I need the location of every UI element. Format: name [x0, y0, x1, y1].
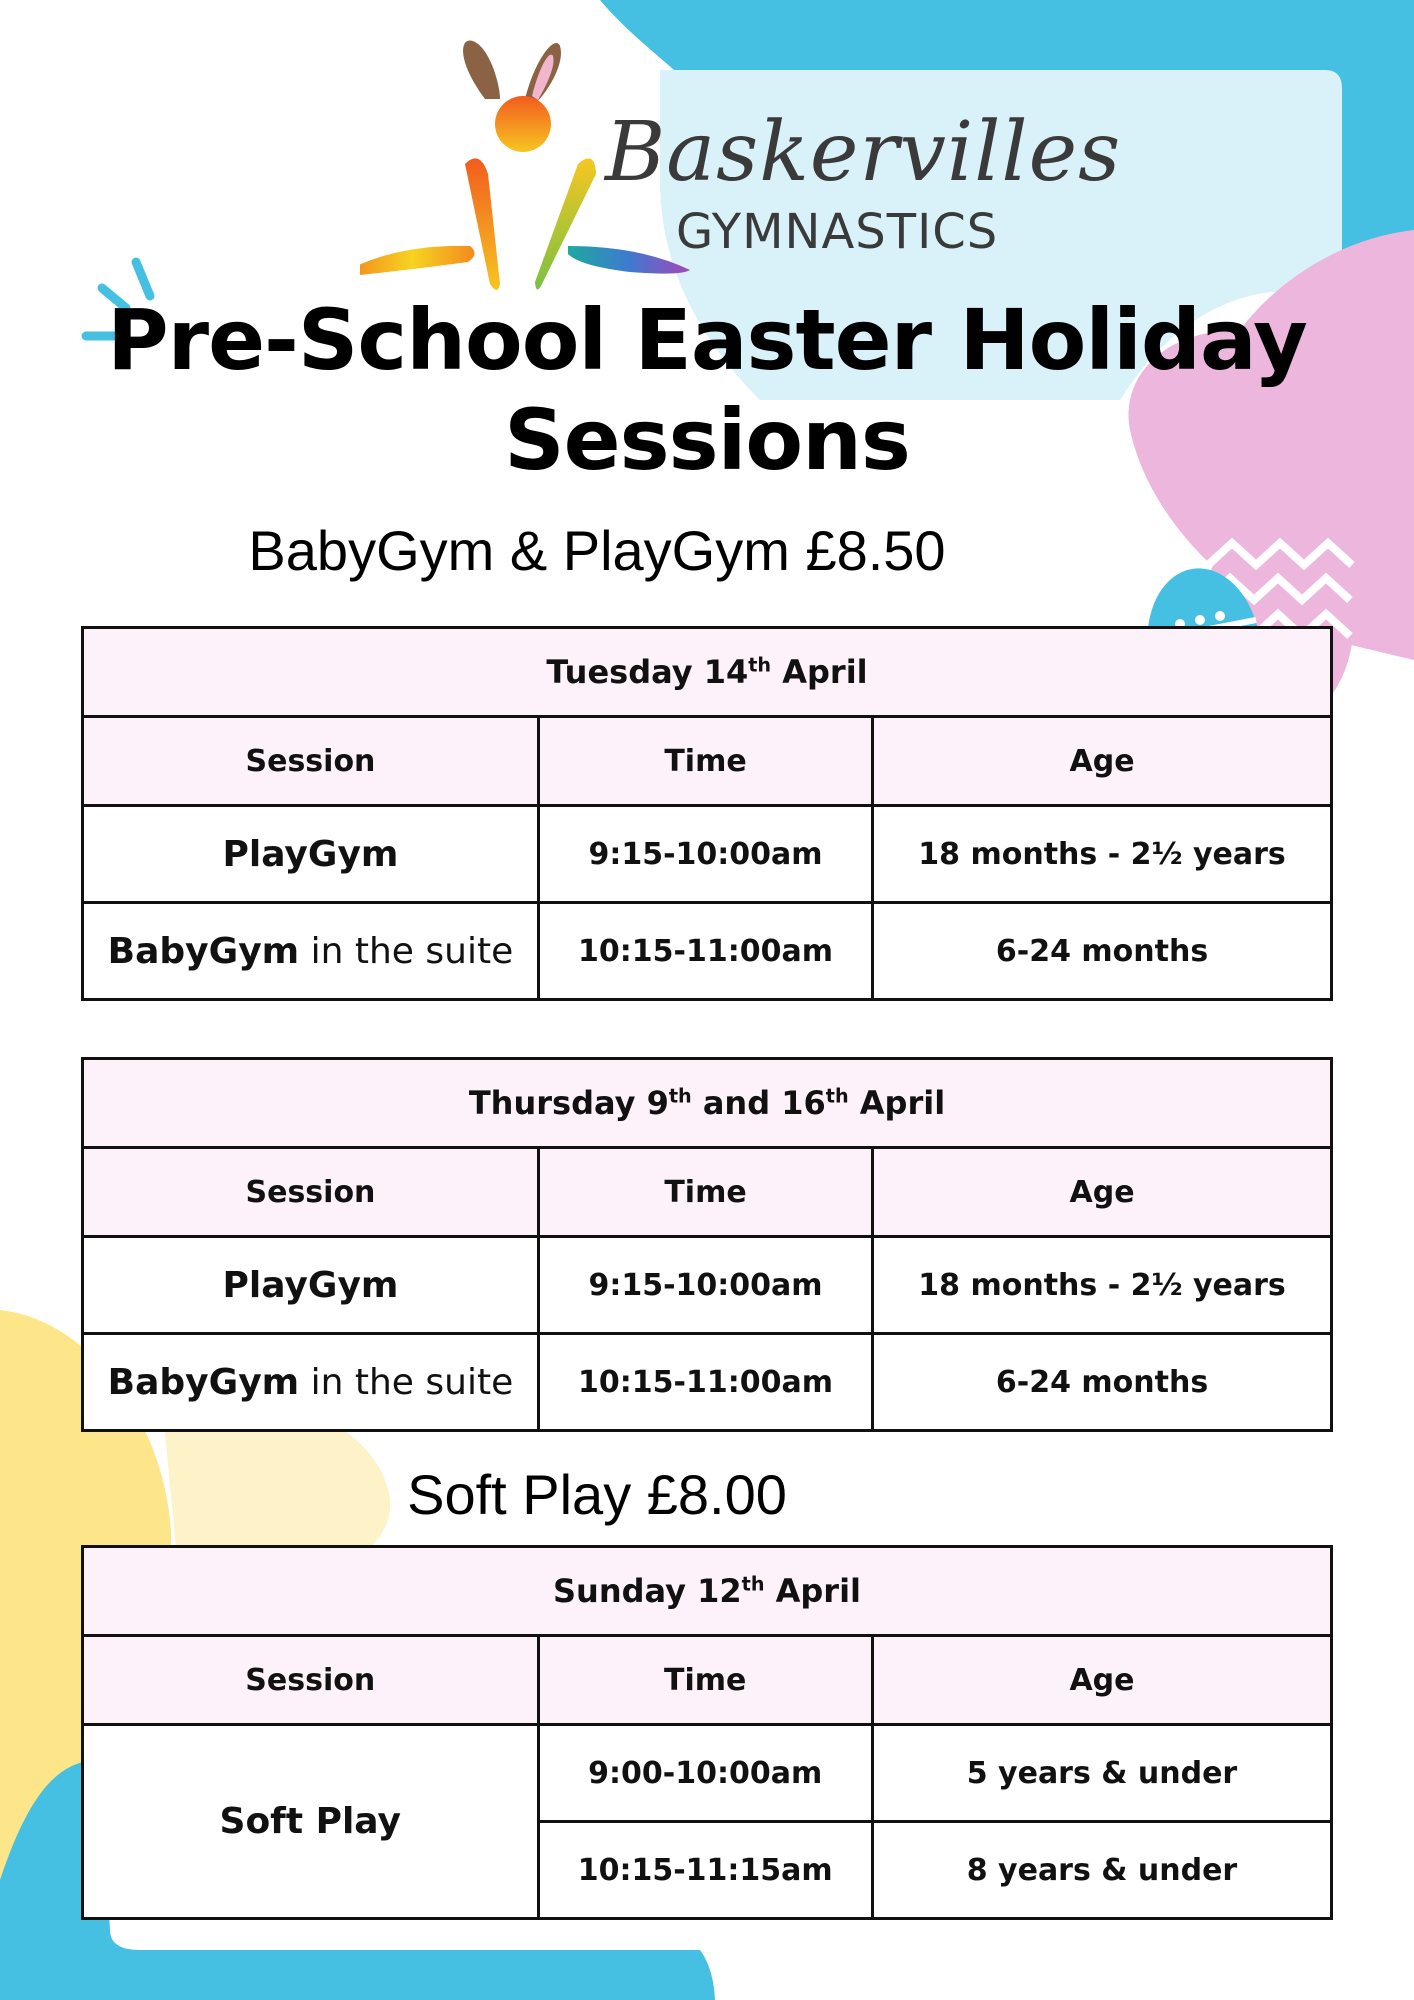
- section-price-heading: Soft Play £8.00: [407, 1463, 787, 1526]
- time-cell: 9:00-10:00am: [538, 1725, 872, 1822]
- session-cell: PlayGym: [83, 806, 539, 903]
- table-date-header: Thursday 9th and 16th April: [83, 1059, 1332, 1148]
- time-cell: 10:15-11:00am: [538, 1334, 872, 1431]
- age-cell: 6-24 months: [873, 1334, 1332, 1431]
- column-header-time: Time: [538, 1148, 872, 1237]
- table-row: [83, 903, 1332, 1000]
- table-row: [83, 1725, 1332, 1822]
- time-cell: 10:15-11:00am: [538, 903, 872, 1000]
- session-cell: PlayGym: [83, 1237, 539, 1334]
- time-cell: 9:15-10:00am: [538, 806, 872, 903]
- table-date-header: Tuesday 14th April: [83, 628, 1332, 717]
- column-header-time: Time: [538, 717, 872, 806]
- column-header-time: Time: [538, 1636, 872, 1725]
- session-cell: BabyGym in the suite: [83, 903, 539, 1000]
- session-cell: BabyGym in the suite: [83, 1334, 539, 1431]
- brand-name: Baskervilles: [605, 105, 1122, 200]
- schedule-table-sunday: [81, 1545, 1333, 1920]
- age-cell: 5 years & under: [872, 1725, 1331, 1822]
- table-row: [83, 1334, 1332, 1431]
- column-header-age: Age: [873, 1148, 1332, 1237]
- schedule-table-thursday: [81, 1057, 1333, 1432]
- column-header-session: Session: [83, 717, 539, 806]
- session-cell: Soft Play: [83, 1725, 539, 1919]
- age-cell: 18 months - 2½ years: [873, 806, 1332, 903]
- page-title: Pre-School Easter Holiday Sessions: [107, 291, 1307, 489]
- column-header-session: Session: [83, 1636, 539, 1725]
- table-row: [83, 1237, 1332, 1334]
- age-cell: 8 years & under: [872, 1822, 1331, 1919]
- column-header-session: Session: [83, 1148, 539, 1237]
- section-price-heading: BabyGym & PlayGym £8.50: [248, 519, 946, 582]
- column-header-age: Age: [872, 1636, 1331, 1725]
- table-row: [83, 806, 1332, 903]
- age-cell: 6-24 months: [873, 903, 1332, 1000]
- age-cell: 18 months - 2½ years: [873, 1237, 1332, 1334]
- time-cell: 9:15-10:00am: [538, 1237, 872, 1334]
- time-cell: 10:15-11:15am: [538, 1822, 872, 1919]
- brand-subtitle: GYMNASTICS: [676, 204, 999, 260]
- schedule-table-tuesday: [81, 626, 1333, 1001]
- table-date-header: Sunday 12th April: [83, 1547, 1332, 1636]
- column-header-age: Age: [873, 717, 1332, 806]
